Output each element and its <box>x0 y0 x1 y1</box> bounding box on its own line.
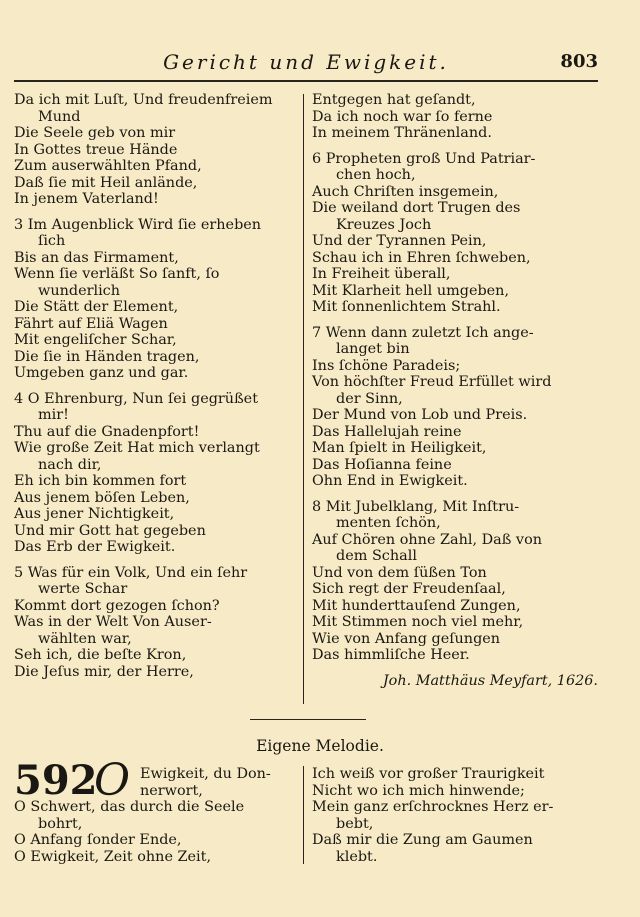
verse-line: Und mir Gott hat gegeben <box>14 522 206 539</box>
left-column <box>14 92 296 689</box>
verse-line: Mit engeliſcher Schar, <box>14 332 177 348</box>
page-header <box>14 50 598 78</box>
stanza <box>312 499 598 664</box>
hymn-592-right <box>312 766 598 865</box>
page-number: 803 <box>560 51 598 72</box>
hymn-separator <box>250 719 366 720</box>
verse-line: Und von dem ſüßen Ton <box>312 564 487 581</box>
verse-line: O Ewigkeit, Zeit ohne Zeit, <box>14 848 212 865</box>
verse-line: 3 Im Augenblick Wird ſie erheben <box>14 216 262 233</box>
verse-line: 5 Was für ein Volk, Und ein ſehr <box>14 564 248 581</box>
verse-line: wunderlich <box>38 282 120 299</box>
verse-line: 7 Wenn dann zuletzt Ich ange- <box>312 324 534 341</box>
verse-line: Der Mund von Lob und Preis. <box>312 407 528 423</box>
verse-line: Man ſpielt in Heiligkeit, <box>312 440 487 456</box>
hymn-592-divider <box>303 766 304 864</box>
verse-line: ſich <box>38 233 66 249</box>
verse-line: Mit hunderttauſend Zungen, <box>312 597 521 614</box>
verse-line: Daß ſie mit Heil anlände, <box>14 174 198 191</box>
verse-line: Mund <box>38 108 81 125</box>
verse-line: Da ich mit Luſt, Und freudenfreiem <box>14 92 273 108</box>
verse-line: In meinem Thränenland. <box>312 125 492 141</box>
verse-line: werte Schar <box>38 581 128 597</box>
stanza <box>312 151 598 316</box>
stanza <box>14 565 296 681</box>
verse-line: Und der Tyrannen Pein, <box>312 233 487 249</box>
verse-line: nach dir, <box>38 456 102 473</box>
verse-line: Mit Stimmen noch viel mehr, <box>312 614 524 630</box>
verse-line: langet bin <box>336 341 410 357</box>
column-divider <box>303 94 304 704</box>
verse-line: Sich regt der Freudenſaal, <box>312 581 506 597</box>
verse-line: Von höchſter Freud Erfüllet wird <box>312 374 552 390</box>
verse-line: Nicht wo ich mich hinwende; <box>312 782 525 799</box>
verse-line: Mit Klarheit hell umgeben, <box>312 282 510 299</box>
verse-line: Bis an das Firmament, <box>14 249 179 266</box>
verse-line: Umgeben ganz und gar. <box>14 365 189 381</box>
verse-line: Auch Chriſten insgemein, <box>312 183 499 200</box>
verse-line: Entgegen hat geſandt, <box>312 92 476 108</box>
verse-line: bebt, <box>336 815 374 832</box>
verse-line: Kreuzes Joch <box>336 216 432 233</box>
verse-line: Das Hallelujah reine <box>312 423 462 440</box>
verse-line: Seh ich, die beſte Kron, <box>14 647 187 663</box>
verse-line: Wie große Zeit Hat mich verlangt <box>14 440 260 456</box>
verse-line: O Schwert, das durch die Seele <box>14 799 245 815</box>
verse-line: Fährt auf Eliä Wagen <box>14 315 168 332</box>
verse-line: Die Stätt der Element, <box>14 299 179 315</box>
verse-line: Thu auf die Gnadenpfort! <box>14 423 200 440</box>
verse-line: Schau ich in Ehren ſchweben, <box>312 249 531 266</box>
verse-line: chen hoch, <box>336 167 416 183</box>
verse-line: Das Hoſianna feine <box>312 456 452 473</box>
verse-line: Das himmliſche Heer. <box>312 647 470 663</box>
verse-line: mir! <box>38 407 69 423</box>
hymn-attribution: Joh. Matthäus Meyfart, 1626. <box>382 672 598 689</box>
verse-line: O Anfang ſonder Ende, <box>14 832 182 848</box>
stanza <box>14 217 296 382</box>
verse-line: 8 Mit Jubelklang, Mit Inſtru- <box>312 498 520 515</box>
header-rule <box>14 80 598 82</box>
verse-line: 4 O Ehrenburg, Nun ſei gegrüßet <box>14 390 258 407</box>
verse-line: wählten war, <box>38 630 132 647</box>
verse-line: menten ſchön, <box>336 515 441 531</box>
verse-line: dem Schall <box>336 548 417 564</box>
verse-line: der Sinn, <box>336 390 403 407</box>
verse-line: Die weiland dort Trugen des <box>312 200 521 216</box>
verse-line: Wie von Anfang geſungen <box>312 630 501 647</box>
verse-line: Auf Chören ohne Zahl, Daß von <box>312 531 542 548</box>
verse-line: Die ſie in Händen tragen, <box>14 348 200 365</box>
verse-line: Da ich noch war ſo ferne <box>312 108 493 125</box>
stanza <box>312 92 598 142</box>
verse-line: Ewigkeit, du Don- <box>140 766 271 782</box>
running-title: Gericht und Ewigkeit. <box>163 50 449 74</box>
verse-line: Zum auserwählten Pfand, <box>14 158 202 174</box>
verse-line: Die Seele geb von mir <box>14 125 176 141</box>
verse-line: Das Erb der Ewigkeit. <box>14 539 176 555</box>
stanza <box>14 92 296 208</box>
right-column <box>312 92 598 689</box>
verse-line: Eh ich bin kommen fort <box>14 473 187 489</box>
hymn-592-left <box>14 766 300 865</box>
verse-line: Was in der Welt Von Auser- <box>14 614 212 630</box>
verse-line: klebt. <box>336 848 378 865</box>
verse-line: Mit ſonnenlichtem Strahl. <box>312 299 501 315</box>
verse-line: Aus jener Nichtigkeit, <box>14 506 175 522</box>
verse-line: In jenem Vaterland! <box>14 191 159 207</box>
verse-line: Ich weiß vor großer Traurigkeit <box>312 766 545 782</box>
verse-line: nerwort, <box>140 782 203 799</box>
verse-line: In Freiheit überall, <box>312 266 451 282</box>
verse-line: Ins ſchöne Paradeis; <box>312 357 461 374</box>
verse-line: In Gottes treue Hände <box>14 141 178 158</box>
verse-line: Aus jenem böſen Leben, <box>14 489 190 506</box>
verse-line: Die Jeſus mir, der Herre, <box>14 663 194 680</box>
stanza <box>14 391 296 556</box>
verse-line: 6 Propheten groß Und Patriar- <box>312 150 536 167</box>
verse-line: Daß mir die Zung am Gaumen <box>312 832 533 848</box>
verse-line: Kommt dort gezogen ſchon? <box>14 597 220 614</box>
verse-line: Ohn End in Ewigkeit. <box>312 473 468 489</box>
hymn-number: 592 <box>14 757 98 804</box>
melody-note: Eigene Melodie. <box>256 737 384 755</box>
stanza <box>312 325 598 490</box>
verse-line: bohrt, <box>38 815 83 832</box>
verse-line: Mein ganz erſchrocknes Herz er- <box>312 799 554 815</box>
verse-line: Wenn ſie verläßt So ſanft, ſo <box>14 266 220 282</box>
drop-cap: O <box>94 755 131 806</box>
